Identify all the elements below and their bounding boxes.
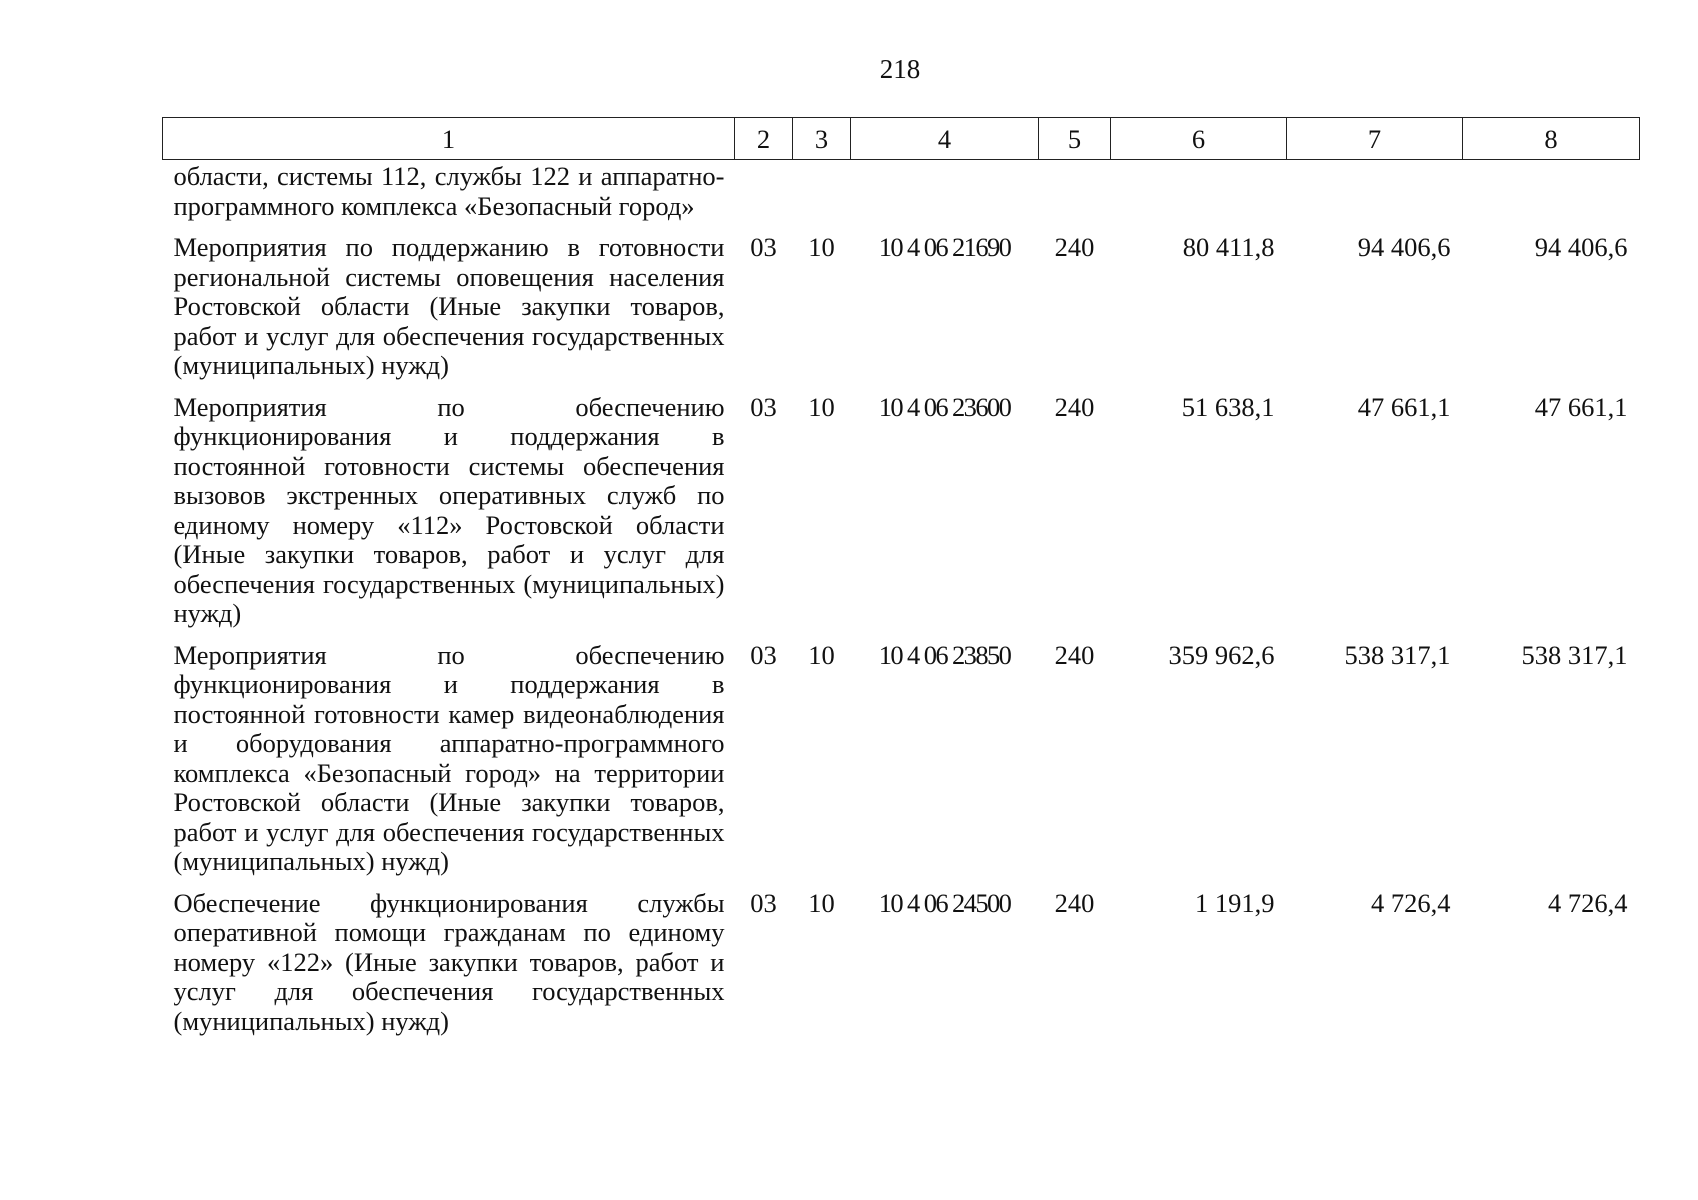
row-year1: 1 191,9 — [1195, 887, 1275, 918]
header-cell-7: 7 — [1287, 118, 1463, 160]
row-year3: 47 661,1 — [1534, 391, 1628, 422]
row-rz: 03 — [750, 639, 777, 670]
row-year1: 51 638,1 — [1181, 391, 1275, 422]
row-year3: 538 317,1 — [1521, 639, 1628, 670]
row-vr: 240 — [1054, 232, 1095, 262]
header-cell-1: 1 — [163, 118, 735, 160]
row-year2: 47 661,1 — [1357, 391, 1451, 422]
row-name: Обеспечение функционирования службы оперативной помощи гражданам по единому номеру «122» (Иные закупки товаров, работ и услуг для обеспечения государственных (муниципальных) нужд) — [173, 887, 725, 1036]
row-year1: 80 411,8 — [1182, 232, 1275, 262]
page-number: 218 — [879, 54, 921, 84]
table-row — [163, 877, 1640, 1037]
header-cell-4: 4 — [851, 118, 1039, 160]
row-name: Мероприятия по обеспечению функционирования и поддержания в постоянной готовности камер видеонаблюдения и оборудования аппаратно-программного комплекса «Безопасный город» на территории Ростовской области (Иные закупки товаров, работ и услуг для обеспечения государственных (муниципальных) нужд) — [173, 639, 725, 876]
row-pr: 10 — [808, 391, 835, 422]
row-year3: 4 726,4 — [1548, 887, 1628, 918]
row-pr: 10 — [808, 232, 835, 262]
header-cell-6: 6 — [1111, 118, 1287, 160]
row-pr: 10 — [808, 887, 835, 918]
row-year2: 538 317,1 — [1344, 639, 1451, 670]
table-row — [163, 381, 1640, 629]
row-pr: 10 — [808, 639, 835, 670]
row-name: Мероприятия по обеспечению функционирования и поддержания в постоянной готовности системы обеспечения вызовов экстренных оперативных служб по единому номеру «112» Ростовской области (Иные закупки товаров, работ и услуг для обеспечения государственных (муниципальных) нужд) — [173, 391, 725, 628]
table-row — [163, 629, 1640, 877]
row-year3: 94 406,6 — [1534, 232, 1628, 262]
header-row — [163, 118, 1640, 160]
row-csr: 10 4 06 21690 — [878, 232, 1011, 262]
row-rz: 03 — [750, 232, 777, 262]
table-row — [163, 221, 1640, 381]
row-year2: 94 406,6 — [1357, 232, 1451, 262]
header-cell-2: 2 — [735, 118, 793, 160]
row-year1: 359 962,6 — [1168, 639, 1275, 670]
continuation-text: области, системы 112, службы 122 и аппаратно-программного комплекса «Безопасный город» — [173, 161, 725, 221]
row-rz: 03 — [750, 391, 777, 422]
row-vr: 240 — [1054, 391, 1095, 422]
row-vr: 240 — [1054, 639, 1095, 670]
header-cell-5: 5 — [1039, 118, 1111, 160]
budget-table — [162, 117, 1640, 1036]
row-csr: 10 4 06 23600 — [878, 391, 1011, 422]
header-cell-3: 3 — [793, 118, 851, 160]
row-vr: 240 — [1054, 887, 1095, 918]
header-cell-8: 8 — [1463, 118, 1640, 160]
row-csr: 10 4 06 24500 — [878, 887, 1011, 918]
row-year2: 4 726,4 — [1371, 887, 1451, 918]
table-row-continuation — [163, 160, 1640, 222]
row-csr: 10 4 06 23850 — [878, 639, 1011, 670]
row-rz: 03 — [750, 887, 777, 918]
row-name: Мероприятия по поддержанию в готовности региональной системы оповещения населения Ростовской области (Иные закупки товаров, работ и услуг для обеспечения государственных (муниципальных) нужд) — [173, 232, 725, 380]
